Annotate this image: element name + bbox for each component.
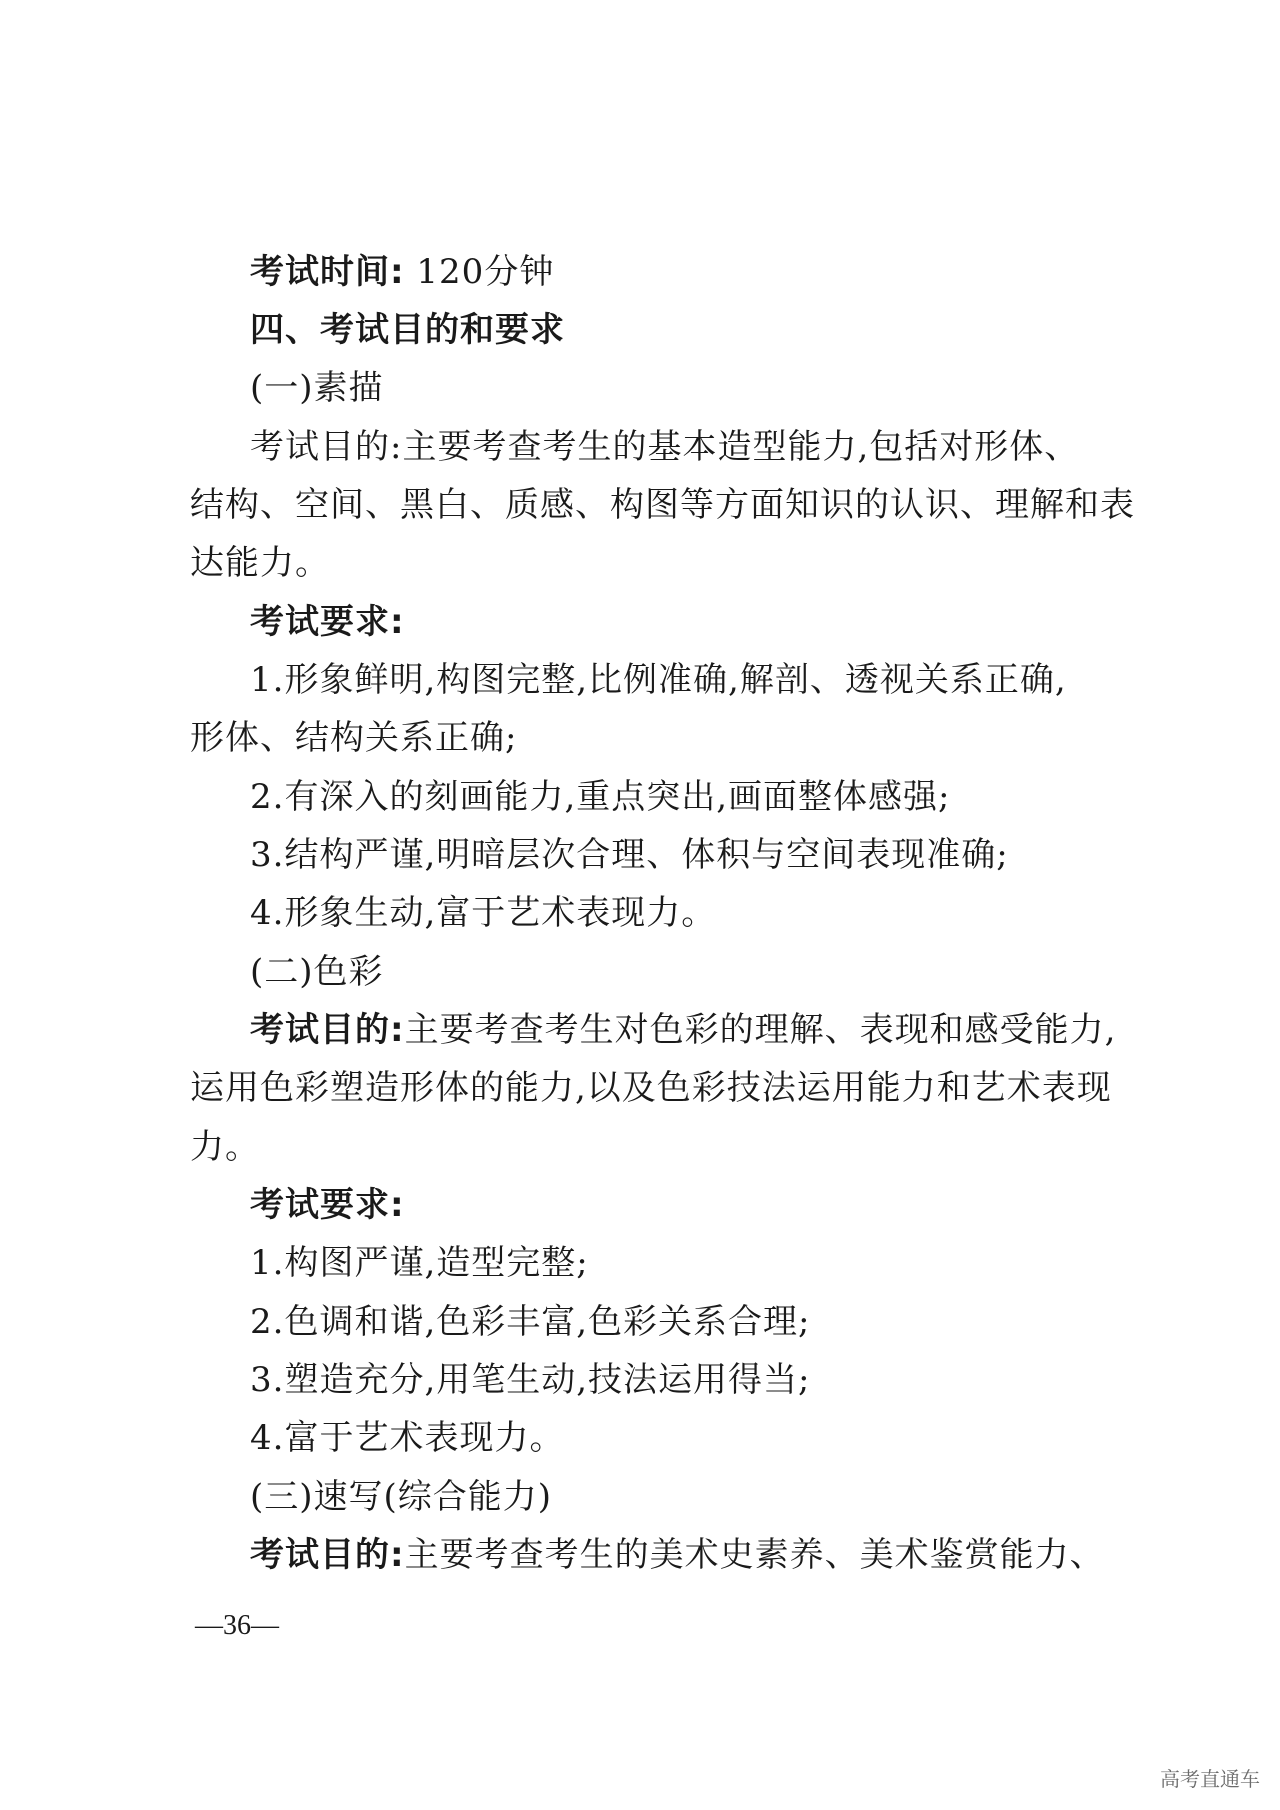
- sketch-purpose-line-3: 达能力。: [190, 543, 330, 583]
- sketch-req-1-line-2: 形体、结构关系正确;: [190, 718, 518, 758]
- color-purpose-line-1: [250, 1008, 1116, 1052]
- exam-time-line: [250, 250, 554, 294]
- sketch-purpose-line-1: 考试目的:主要考查考生的基本造型能力,包括对形体、: [250, 427, 1080, 467]
- exam-time-label: 考试时间:: [250, 252, 405, 292]
- color-purpose-line-3: 力。: [190, 1127, 260, 1167]
- color-heading: (二)色彩: [250, 952, 384, 992]
- sketch-req-3: 3.结构严谨,明暗层次合理、体积与空间表现准确;: [250, 835, 1009, 875]
- color-purpose-line-2: 运用色彩塑造形体的能力,以及色彩技法运用能力和艺术表现: [190, 1068, 1112, 1108]
- color-req-2: 2.色调和谐,色彩丰富,色彩关系合理;: [250, 1302, 811, 1342]
- watermark-text: 高考直通车: [1160, 1767, 1260, 1791]
- section-4-title: 四、考试目的和要求: [250, 310, 565, 350]
- sketching-purpose-label: 考试目的:: [250, 1535, 405, 1575]
- color-purpose-text: 主要考查考生对色彩的理解、表现和感受能力,: [404, 1010, 1117, 1050]
- color-purpose-label: 考试目的:: [250, 1010, 405, 1050]
- sketch-requirements-label: 考试要求:: [250, 602, 405, 642]
- sketch-req-2: 2.有深入的刻画能力,重点突出,画面整体感强;: [250, 777, 951, 817]
- color-req-3: 3.塑造充分,用笔生动,技法运用得当;: [250, 1360, 811, 1400]
- color-req-4: 4.富于艺术表现力。: [250, 1418, 565, 1458]
- sketch-heading: (一)素描: [250, 368, 384, 408]
- sketching-purpose-text: 主要考查考生的美术史素养、美术鉴赏能力、: [404, 1535, 1105, 1575]
- sketching-purpose-line-1: [250, 1533, 1105, 1577]
- sketch-purpose-line-2: 结构、空间、黑白、质感、构图等方面知识的认识、理解和表: [190, 485, 1135, 525]
- sketching-heading: (三)速写(综合能力): [250, 1477, 553, 1517]
- color-requirements-label: 考试要求:: [250, 1185, 405, 1225]
- color-req-1: 1.构图严谨,造型完整;: [250, 1243, 589, 1283]
- sketch-req-1-line-1: 1.形象鲜明,构图完整,比例准确,解剖、透视关系正确,: [250, 660, 1067, 700]
- page-number: —36—: [195, 1610, 279, 1641]
- sketch-req-4: 4.形象生动,富于艺术表现力。: [250, 893, 717, 933]
- exam-time-value: 120分钟: [416, 252, 555, 292]
